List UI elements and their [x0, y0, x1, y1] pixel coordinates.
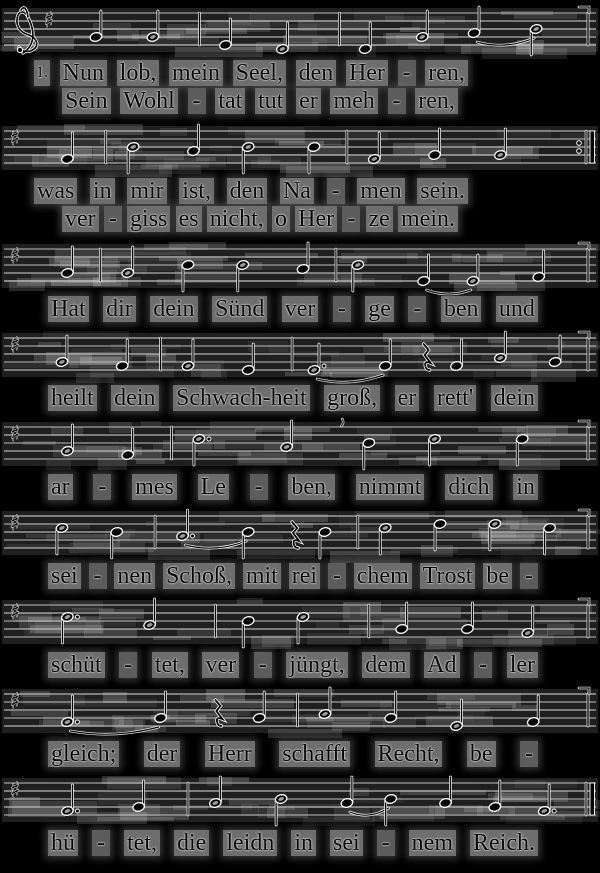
lyric-syllable: Na — [280, 178, 314, 204]
lyric-hyphen: - — [188, 88, 206, 114]
lyric-hyphen: - — [89, 563, 107, 589]
staff-svg — [0, 594, 600, 652]
lyric-syllable: mit — [243, 563, 281, 589]
verse-number: 1. — [34, 60, 50, 86]
final-barline — [586, 783, 595, 815]
lyric-syllable: Her — [346, 60, 388, 86]
staff-system-9 — [0, 772, 600, 859]
lyric-syllable: in — [90, 178, 115, 204]
lyric-syllable: ar — [48, 474, 73, 500]
lyric-syllable: lob, — [117, 60, 160, 86]
lyric-hyphen: - — [92, 830, 110, 856]
lyric-syllable: dein — [491, 385, 538, 411]
staff-system-6 — [0, 505, 600, 592]
lyric-syllable: Wohl — [120, 88, 177, 114]
lyric-syllable: mein — [169, 60, 223, 86]
key-signature-sharp-icon: ♯ — [10, 778, 21, 802]
lyric-syllable: nen — [114, 563, 155, 589]
lyric-syllable: mir — [127, 178, 166, 204]
lyric-syllable: sei — [48, 563, 81, 589]
lyric-syllable: Ad — [424, 652, 459, 678]
staff-svg — [0, 238, 600, 296]
lyric-syllable: Schoß, — [163, 563, 235, 589]
lyric-syllable: in — [291, 830, 316, 856]
key-signature-sharp-icon: ♯ — [10, 244, 21, 268]
lyric-syllable: men — [357, 178, 404, 204]
lyric-syllable: be — [467, 741, 496, 767]
lyrics-line-1 — [0, 652, 600, 681]
key-signature-sharp-icon: ♯ — [10, 689, 21, 713]
lyric-hyphen: - — [250, 474, 268, 500]
lyric-syllable: gleich; — [48, 741, 119, 767]
lyric-syllable: schüt — [48, 652, 105, 678]
lyric-syllable: schafft — [279, 741, 350, 767]
lyric-hyphen: - — [474, 652, 492, 678]
lyric-syllable: er — [395, 385, 420, 411]
lyric-syllable: dein — [150, 296, 197, 322]
lyric-hyphen: - — [342, 206, 360, 232]
lyric-syllable: dir — [103, 296, 136, 322]
lyric-syllable: nicht, — [207, 206, 267, 232]
lyric-syllable: ben — [441, 296, 482, 322]
key-signature-sharp-icon: ♯ — [10, 333, 21, 357]
staff-svg — [0, 2, 600, 60]
lyric-hyphen: - — [254, 652, 272, 678]
lyric-syllable: Sein — [62, 88, 111, 114]
staff-svg — [0, 120, 600, 178]
staff-svg — [0, 505, 600, 563]
staff-svg — [0, 327, 600, 385]
lyric-syllable: ver — [202, 652, 239, 678]
lyric-syllable: tut — [255, 88, 286, 114]
lyric-syllable: Nun — [60, 60, 107, 86]
lyric-syllable: Recht, — [375, 741, 443, 767]
lyrics-line-2 — [0, 88, 600, 118]
lyric-syllable: mein. — [398, 206, 458, 232]
lyric-syllable: tet, — [124, 830, 160, 856]
lyric-syllable: dich — [445, 474, 492, 500]
lyric-syllable: den — [296, 60, 337, 86]
staff-system-1 — [0, 2, 600, 118]
lyric-syllable: chem — [354, 563, 412, 589]
staff-svg — [0, 416, 600, 474]
lyrics-line-1 — [0, 385, 600, 414]
lyric-syllable: Herr — [205, 741, 255, 767]
lyric-syllable: heilt — [48, 385, 97, 411]
lyric-hyphen: - — [408, 296, 426, 322]
staff-system-7 — [0, 594, 600, 681]
lyric-syllable: und — [496, 296, 538, 322]
staff-svg — [0, 772, 600, 830]
lyric-syllable: rett' — [434, 385, 476, 411]
staff-system-4 — [0, 327, 600, 414]
lyric-syllable: hü — [48, 830, 78, 856]
lyric-hyphen: - — [377, 830, 395, 856]
staff-system-2 — [0, 120, 600, 236]
lyric-syllable: mes — [132, 474, 177, 500]
lyric-hyphen: - — [104, 206, 122, 232]
lyric-syllable: Le — [198, 474, 229, 500]
lyric-syllable: Her — [295, 206, 337, 232]
lyrics-line-1 — [0, 60, 600, 88]
lyric-syllable: dem — [362, 652, 409, 678]
lyric-syllable: ver — [282, 296, 319, 322]
lyric-syllable: meh — [330, 88, 377, 114]
lyrics-line-2 — [0, 206, 600, 236]
lyric-syllable: Schwach-heit — [173, 385, 310, 411]
lyric-syllable: es — [176, 206, 202, 232]
lyric-syllable: giss — [127, 206, 170, 232]
lyrics-line-1 — [0, 830, 600, 859]
lyric-syllable: in — [513, 474, 538, 500]
key-signature-sharp-icon: ♯ — [10, 422, 21, 446]
lyric-syllable: ze — [366, 206, 393, 232]
lyric-syllable: sein. — [417, 178, 468, 204]
lyric-syllable: leidn — [223, 830, 277, 856]
lyric-syllable: dein — [111, 385, 158, 411]
lyric-syllable: Seel, — [233, 60, 286, 86]
lyric-hyphen: - — [327, 178, 345, 204]
lyric-syllable: den — [227, 178, 268, 204]
staff-system-5 — [0, 416, 600, 503]
staff-system-8 — [0, 683, 600, 770]
lyric-syllable: sei — [330, 830, 363, 856]
lyric-hyphen: - — [333, 296, 351, 322]
key-signature-sharp-icon: ♯ — [10, 511, 21, 535]
lyric-hyphen: - — [93, 474, 111, 500]
key-signature-sharp-icon: ♯ — [44, 8, 55, 32]
lyrics-line-1 — [0, 563, 600, 592]
lyric-syllable: o — [272, 206, 290, 232]
lyric-syllable: was — [34, 178, 77, 204]
lyric-hyphen: - — [520, 741, 538, 767]
lyric-syllable: Sünd — [212, 296, 267, 322]
staff-svg — [0, 683, 600, 741]
lyric-syllable: groß, — [324, 385, 380, 411]
lyric-syllable: rei — [289, 563, 320, 589]
lyric-syllable: nimmt — [356, 474, 425, 500]
lyric-syllable: nem — [409, 830, 456, 856]
key-signature-sharp-icon: ♯ — [10, 600, 21, 624]
lyric-syllable: Trost — [420, 563, 476, 589]
lyric-syllable: jüngt, — [286, 652, 347, 678]
lyric-syllable: tet, — [152, 652, 188, 678]
lyric-syllable: ler — [507, 652, 538, 678]
lyrics-line-1 — [0, 741, 600, 770]
lyric-syllable: ver — [62, 206, 99, 232]
lyric-syllable: ist, — [179, 178, 214, 204]
lyric-syllable: ren, — [415, 88, 458, 114]
lyrics-line-1 — [0, 474, 600, 503]
lyric-syllable: Reich. — [470, 830, 538, 856]
lyrics-line-1 — [0, 178, 600, 206]
lyric-hyphen: - — [328, 563, 346, 589]
lyric-hyphen: - — [520, 563, 538, 589]
lyric-syllable: Hat — [48, 296, 89, 322]
lyrics-line-1 — [0, 296, 600, 325]
lyric-hyphen: - — [398, 60, 416, 86]
lyric-syllable: tat — [215, 88, 245, 114]
key-signature-sharp-icon: ♯ — [10, 126, 21, 150]
lyric-hyphen: - — [388, 88, 406, 114]
lyric-syllable: der — [144, 741, 181, 767]
staff-system-3 — [0, 238, 600, 325]
lyric-hyphen: - — [119, 652, 137, 678]
lyric-syllable: ren, — [425, 60, 468, 86]
lyric-syllable: be — [483, 563, 512, 589]
lyric-syllable: ge — [365, 296, 394, 322]
lyric-syllable: ben, — [288, 474, 335, 500]
lyric-syllable: die — [174, 830, 209, 856]
lyric-syllable: er — [296, 88, 321, 114]
